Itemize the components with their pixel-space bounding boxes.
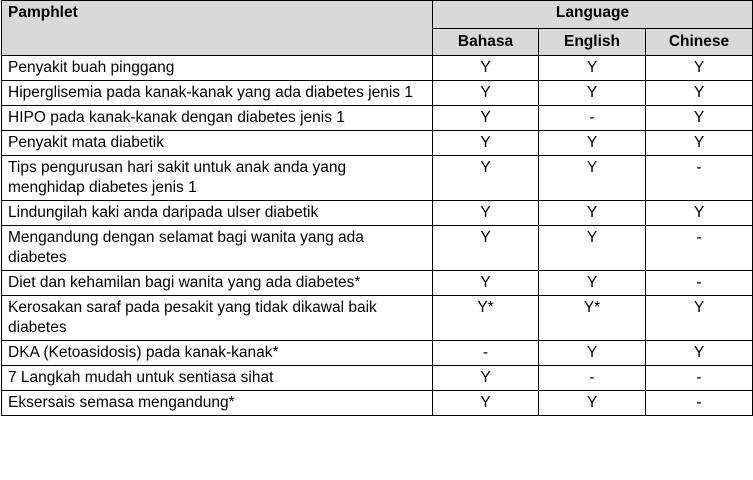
english-availability: Y* [539, 296, 646, 341]
chinese-availability: Y [646, 341, 753, 366]
chinese-availability: Y [646, 56, 753, 81]
chinese-availability: Y [646, 296, 753, 341]
column-header-pamphlet: Pamphlet [2, 1, 433, 56]
table-row [2, 271, 753, 296]
table-row [2, 391, 753, 416]
bahasa-availability: Y [433, 391, 539, 416]
chinese-availability: - [646, 391, 753, 416]
pamphlet-name: Diet dan kehamilan bagi wanita yang ada diabetes* [2, 271, 433, 296]
english-availability: Y [539, 271, 646, 296]
english-availability: - [539, 106, 646, 131]
bahasa-availability: Y [433, 366, 539, 391]
pamphlet-name: DKA (Ketoasidosis) pada kanak-kanak* [2, 341, 433, 366]
chinese-availability: Y [646, 106, 753, 131]
pamphlet-name: 7 Langkah mudah untuk sentiasa sihat [2, 366, 433, 391]
pamphlet-name: HIPO pada kanak-kanak dengan diabetes jenis 1 [2, 106, 433, 131]
english-availability: Y [539, 226, 646, 271]
pamphlet-name: Lindungilah kaki anda daripada ulser diabetik [2, 201, 433, 226]
english-availability: Y [539, 156, 646, 201]
bahasa-availability: Y [433, 226, 539, 271]
table-row [2, 106, 753, 131]
pamphlet-name: Mengandung dengan selamat bagi wanita yang ada diabetes [2, 226, 433, 271]
column-header-language: Language [433, 1, 753, 29]
table-row [2, 296, 753, 341]
table-header-row [2, 1, 753, 29]
pamphlet-name: Kerosakan saraf pada pesakit yang tidak dikawal baik diabetes [2, 296, 433, 341]
chinese-availability: - [646, 156, 753, 201]
bahasa-availability: Y [433, 156, 539, 201]
column-header-english: English [539, 29, 646, 56]
bahasa-availability: Y* [433, 296, 539, 341]
english-availability: - [539, 366, 646, 391]
column-header-chinese: Chinese [646, 29, 753, 56]
chinese-availability: - [646, 366, 753, 391]
table-row [2, 81, 753, 106]
table-row [2, 131, 753, 156]
english-availability: Y [539, 341, 646, 366]
bahasa-availability: - [433, 341, 539, 366]
bahasa-availability: Y [433, 56, 539, 81]
english-availability: Y [539, 81, 646, 106]
pamphlet-name: Tips pengurusan hari sakit untuk anak anda yang menghidap diabetes jenis 1 [2, 156, 433, 201]
chinese-availability: Y [646, 131, 753, 156]
pamphlet-name: Penyakit buah pinggang [2, 56, 433, 81]
bahasa-availability: Y [433, 106, 539, 131]
bahasa-availability: Y [433, 81, 539, 106]
table-row [2, 201, 753, 226]
pamphlet-language-table [1, 0, 753, 416]
chinese-availability: - [646, 226, 753, 271]
table-row [2, 156, 753, 201]
bahasa-availability: Y [433, 271, 539, 296]
chinese-availability: Y [646, 201, 753, 226]
pamphlet-name: Eksersais semasa mengandung* [2, 391, 433, 416]
pamphlet-name: Penyakit mata diabetik [2, 131, 433, 156]
english-availability: Y [539, 131, 646, 156]
english-availability: Y [539, 56, 646, 81]
chinese-availability: Y [646, 81, 753, 106]
chinese-availability: - [646, 271, 753, 296]
pamphlet-name: Hiperglisemia pada kanak-kanak yang ada diabetes jenis 1 [2, 81, 433, 106]
english-availability: Y [539, 391, 646, 416]
table-row [2, 226, 753, 271]
english-availability: Y [539, 201, 646, 226]
table-row [2, 366, 753, 391]
bahasa-availability: Y [433, 131, 539, 156]
column-header-bahasa: Bahasa [433, 29, 539, 56]
bahasa-availability: Y [433, 201, 539, 226]
table-row [2, 56, 753, 81]
table-row [2, 341, 753, 366]
